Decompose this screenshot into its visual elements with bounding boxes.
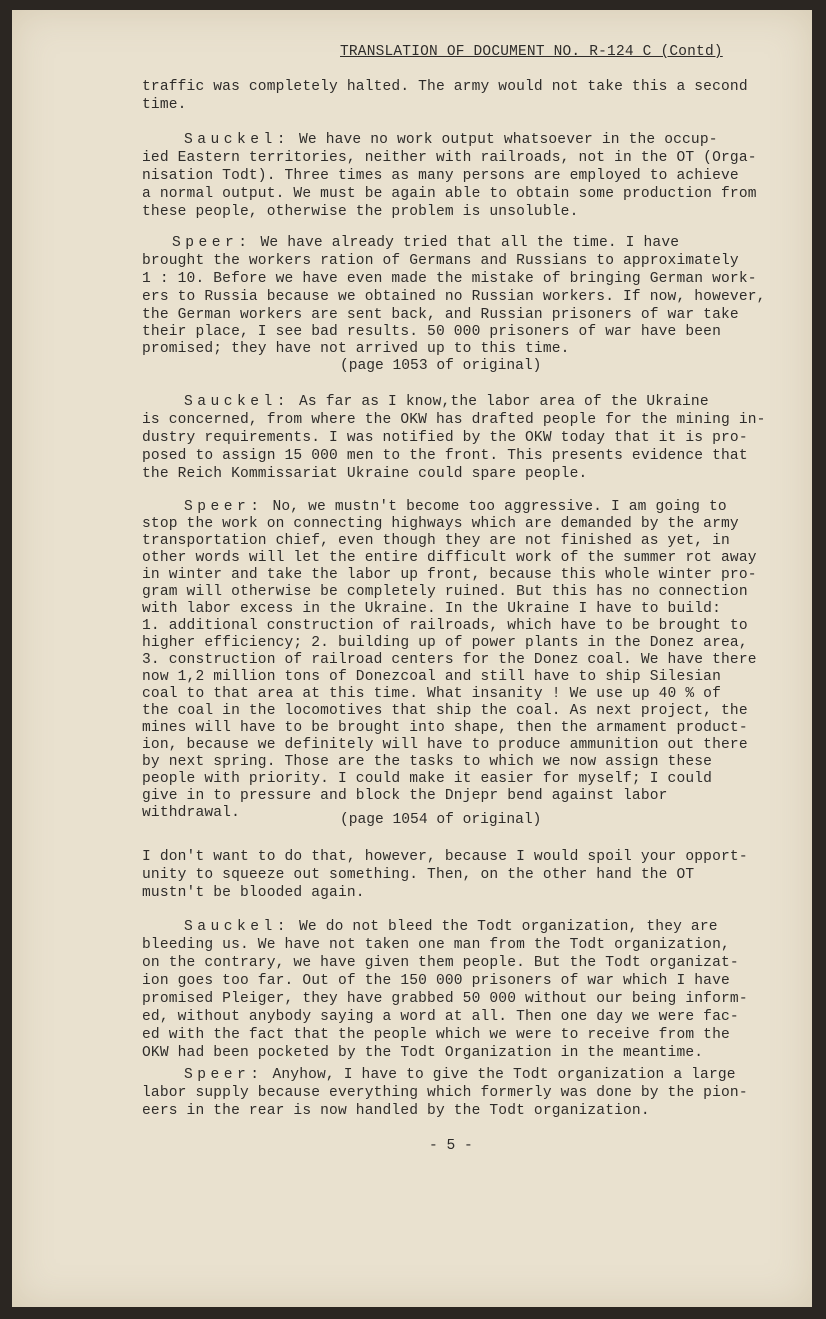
- text-line: dustry requirements. I was notified by the OKW today that it is pro-: [142, 430, 748, 446]
- speaker-line: [184, 498, 727, 516]
- text-line: ers to Russia because we obtained no Russian workers. If now, however,: [142, 289, 766, 305]
- speaker-line: [184, 393, 709, 411]
- page-number: - 5 -: [429, 1138, 473, 1154]
- text-line: posed to assign 15 000 men to the front. This presents evidence that: [142, 448, 748, 464]
- text-line: give in to pressure and block the Dnjepr bend against labor: [142, 788, 668, 804]
- text-line: is concerned, from where the OKW has drafted people for the mining in-: [142, 412, 766, 428]
- text-line: transportation chief, even though they are not finished as yet, in: [142, 533, 730, 549]
- text-line: OKW had been pocketed by the Todt Organization in the meantime.: [142, 1045, 704, 1061]
- text-line: labor supply because everything which formerly was done by the pion-: [142, 1085, 748, 1101]
- text-line: mustn't be blooded again.: [142, 885, 365, 901]
- text-line: the Reich Kommissariat Ukraine could spare people.: [142, 466, 588, 482]
- text-line: nisation Todt). Three times as many persons are employed to achieve: [142, 168, 739, 184]
- text-line: ed, without anybody saying a word at all. Then one day we were fac-: [142, 1009, 739, 1025]
- text-line: higher efficiency; 2. building up of power plants in the Donez area,: [142, 635, 748, 651]
- text-line: promised; they have not arrived up to this time.: [142, 341, 570, 357]
- speaker-name: Sauckel:: [184, 394, 291, 410]
- text-line: ion goes too far. Out of the 150 000 prisoners of war which I have: [142, 973, 730, 989]
- text-line: their place, I see bad results. 50 000 prisoners of war have been: [142, 324, 721, 340]
- text-line: promised Pleiger, they have grabbed 50 000 without our being inform-: [142, 991, 748, 1007]
- text-line: a normal output. We must be again able to obtain some production from: [142, 186, 757, 202]
- text-line: ied Eastern territories, neither with railroads, not in the OT (Orga-: [142, 150, 757, 166]
- text-line: brought the workers ration of Germans and Russians to approximately: [142, 253, 739, 269]
- text-line: the German workers are sent back, and Russian prisoners of war take: [142, 307, 739, 323]
- text-line: people with priority. I could make it easier for myself; I could: [142, 771, 713, 787]
- text-line: I don't want to do that, however, because I would spoil your opport-: [142, 849, 748, 865]
- speaker-line: [184, 1066, 736, 1084]
- text-line: on the contrary, we have given them people. But the Todt organizat-: [142, 955, 739, 971]
- text-line: the coal in the locomotives that ship the coal. As next project, the: [142, 703, 748, 719]
- speaker-name: Speer:: [184, 1067, 264, 1083]
- page-marker: (page 1053 of original): [340, 358, 542, 374]
- text-line: other words will let the entire difficult work of the summer rot away: [142, 550, 757, 566]
- text-line: No, we mustn't become too aggressive. I am going to: [272, 499, 727, 515]
- speaker-name: Speer:: [184, 499, 264, 515]
- text-line: gram will otherwise be completely ruined. But this has no connection: [142, 584, 748, 600]
- text-line: 3. construction of railroad centers for the Donez coal. We have there: [142, 652, 757, 668]
- text-line: We do not bleed the Todt organization, they are: [298, 919, 718, 935]
- text-line: ion, because we definitely will have to produce ammunition out there: [142, 737, 748, 753]
- document-header: TRANSLATION OF DOCUMENT NO. R-124 C (Contd): [340, 44, 723, 60]
- text-line: unity to squeeze out something. Then, on the other hand the OT: [142, 867, 695, 883]
- text-line: Anyhow, I have to give the Todt organization a large: [272, 1067, 736, 1083]
- text-line: We have no work output whatsoever in the occup-: [298, 132, 718, 148]
- text-line: with labor excess in the Ukraine. In the Ukraine I have to build:: [142, 601, 721, 617]
- text-line: We have already tried that all the time. I have: [260, 235, 680, 251]
- text-line: 1. additional construction of railroads, which have to be brought to: [142, 618, 748, 634]
- text-line: coal to that area at this time. What insanity ! We use up 40 % of: [142, 686, 721, 702]
- text-line: mines will have to be brought into shape, then the armament product-: [142, 720, 748, 736]
- speaker-line: [184, 918, 718, 936]
- text-line: time.: [142, 97, 187, 113]
- speaker-line: [172, 234, 679, 252]
- speaker-name: Speer:: [172, 235, 252, 251]
- speaker-name: Sauckel:: [184, 919, 291, 935]
- text-line: ed with the fact that the people which we were to receive from the: [142, 1027, 730, 1043]
- text-line: traffic was completely halted. The army would not take this a second: [142, 79, 748, 95]
- speaker-name: Sauckel:: [184, 132, 291, 148]
- text-line: by next spring. Those are the tasks to which we now assign these: [142, 754, 713, 770]
- text-line: in winter and take the labor up front, because this whole winter pro-: [142, 567, 757, 583]
- speaker-line: [184, 131, 718, 149]
- text-line: now 1,2 million tons of Donezcoal and still have to ship Silesian: [142, 669, 721, 685]
- text-line: bleeding us. We have not taken one man from the Todt organization,: [142, 937, 730, 953]
- document-page: [12, 10, 812, 1307]
- text-line: these people, otherwise the problem is unsoluble.: [142, 204, 579, 220]
- page-marker: (page 1054 of original): [340, 812, 542, 828]
- text-line: eers in the rear is now handled by the Todt organization.: [142, 1103, 650, 1119]
- text-line: As far as I know,the labor area of the Ukraine: [298, 394, 709, 410]
- text-line: stop the work on connecting highways which are demanded by the army: [142, 516, 739, 532]
- text-line: 1 : 10. Before we have even made the mistake of bringing German work-: [142, 271, 757, 287]
- text-line: withdrawal.: [142, 805, 240, 821]
